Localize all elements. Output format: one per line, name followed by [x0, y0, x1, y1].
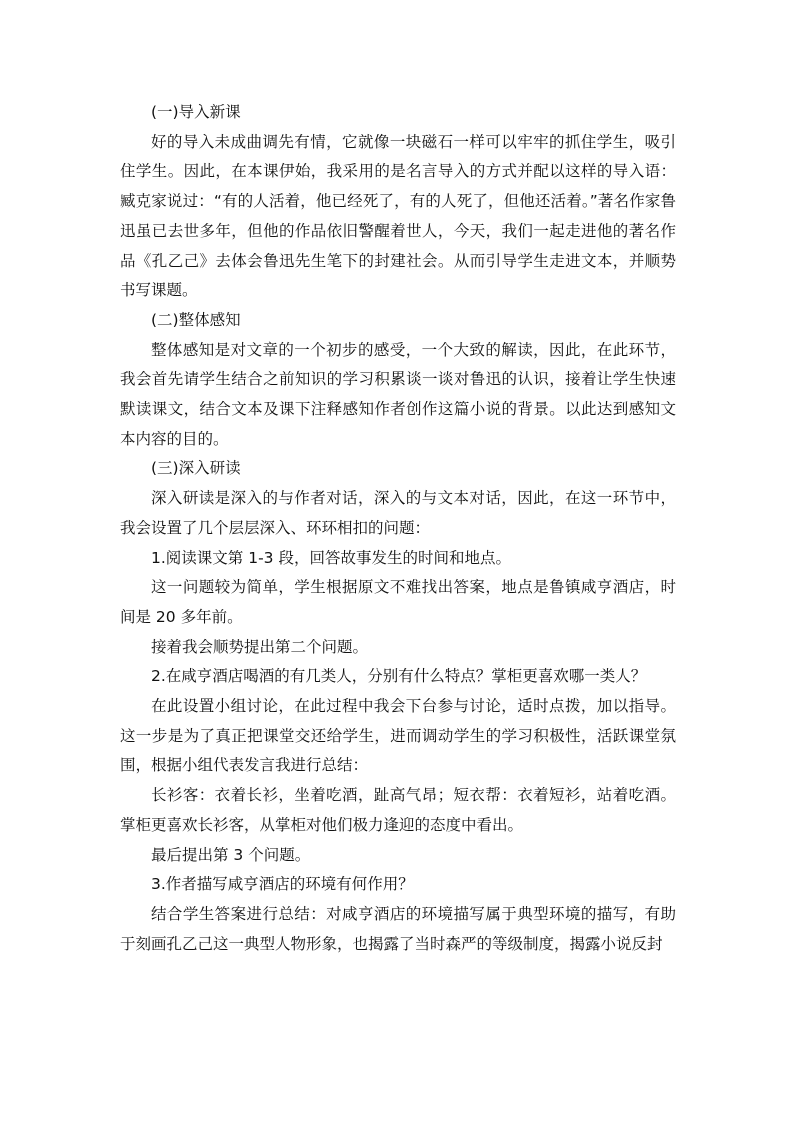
section-heading-intro: (一)导入新课: [151, 103, 241, 121]
paragraph: 好的导入未成曲调先有情，它就像一块磁石一样可以牢牢的抓住学生，吸引住学生。因此，在本课伊始，我采用的是名言导入的方式并配以这样的导入语：臧克家说过：“有的人活着，他已经死了，有的人死了，但他还活着。”著名作家鲁迅虽已去世多年，但他的作品依旧警醒着世人，今天，我们一起走进他的著名作品《孔乙己》去体会鲁迅先生笔下的封建社会。从而引导学生走进文本，并顺势书写课题。: [120, 132, 676, 300]
paragraph: 在此设置小组讨论，在此过程中我会下台参与讨论，适时点拨，加以指导。这一步是为了真正把课堂交还给学生，进而调动学生的学习积极性，活跃课堂氛围，根据小组代表发言我进行总结：: [120, 697, 676, 775]
question-3: 3.作者描写咸亨酒店的环境有何作用？: [151, 875, 414, 894]
paragraph: 深入研读是深入的与作者对话，深入的与文本对话，因此，在这一环节中，我会设置了几个层层深入、环环相扣的问题：: [120, 489, 676, 537]
question-2: 2.在咸亨酒店喝酒的有几类人，分别有什么特点？掌柜更喜欢哪一类人？: [151, 667, 647, 686]
section-heading-overview: (二)整体感知: [151, 310, 241, 329]
section-heading-deep-reading: (三)深入研读: [151, 459, 241, 478]
paragraph: 结合学生答案进行总结：对咸亨酒店的环境描写属于典型环境的描写，有助于刻画孔乙己这一典型人物形象，也揭露了当时森严的等级制度，揭露小说反封: [120, 904, 676, 953]
question-1: 1.阅读课文第 1-3 段，回答故事发生的时间和地点。: [151, 548, 511, 567]
paragraph: 接着我会顺势提出第二个问题。: [151, 637, 369, 656]
paragraph: 长衫客：衣着长衫，坐着吃酒，趾高气昂；短衣帮：衣着短衫，站着吃酒。掌柜更喜欢长衫客，从掌柜对他们极力逢迎的态度中看出。: [120, 786, 676, 834]
document-body: [120, 98, 676, 959]
paragraph: 这一问题较为简单，学生根据原文不难找出答案，地点是鲁镇咸亨酒店，时间是 20 多年前。: [120, 578, 676, 626]
paragraph: 最后提出第 3 个问题。: [151, 845, 311, 864]
paragraph: 整体感知是对文章的一个初步的感受，一个大致的解读，因此，在此环节，我会首先请学生结合之前知识的学习积累谈一谈对鲁迅的认识，接着让学生快速默读课文，结合文本及课下注释感知作者创作这篇小说的背景。以此达到感知文本内容的目的。: [120, 340, 676, 448]
